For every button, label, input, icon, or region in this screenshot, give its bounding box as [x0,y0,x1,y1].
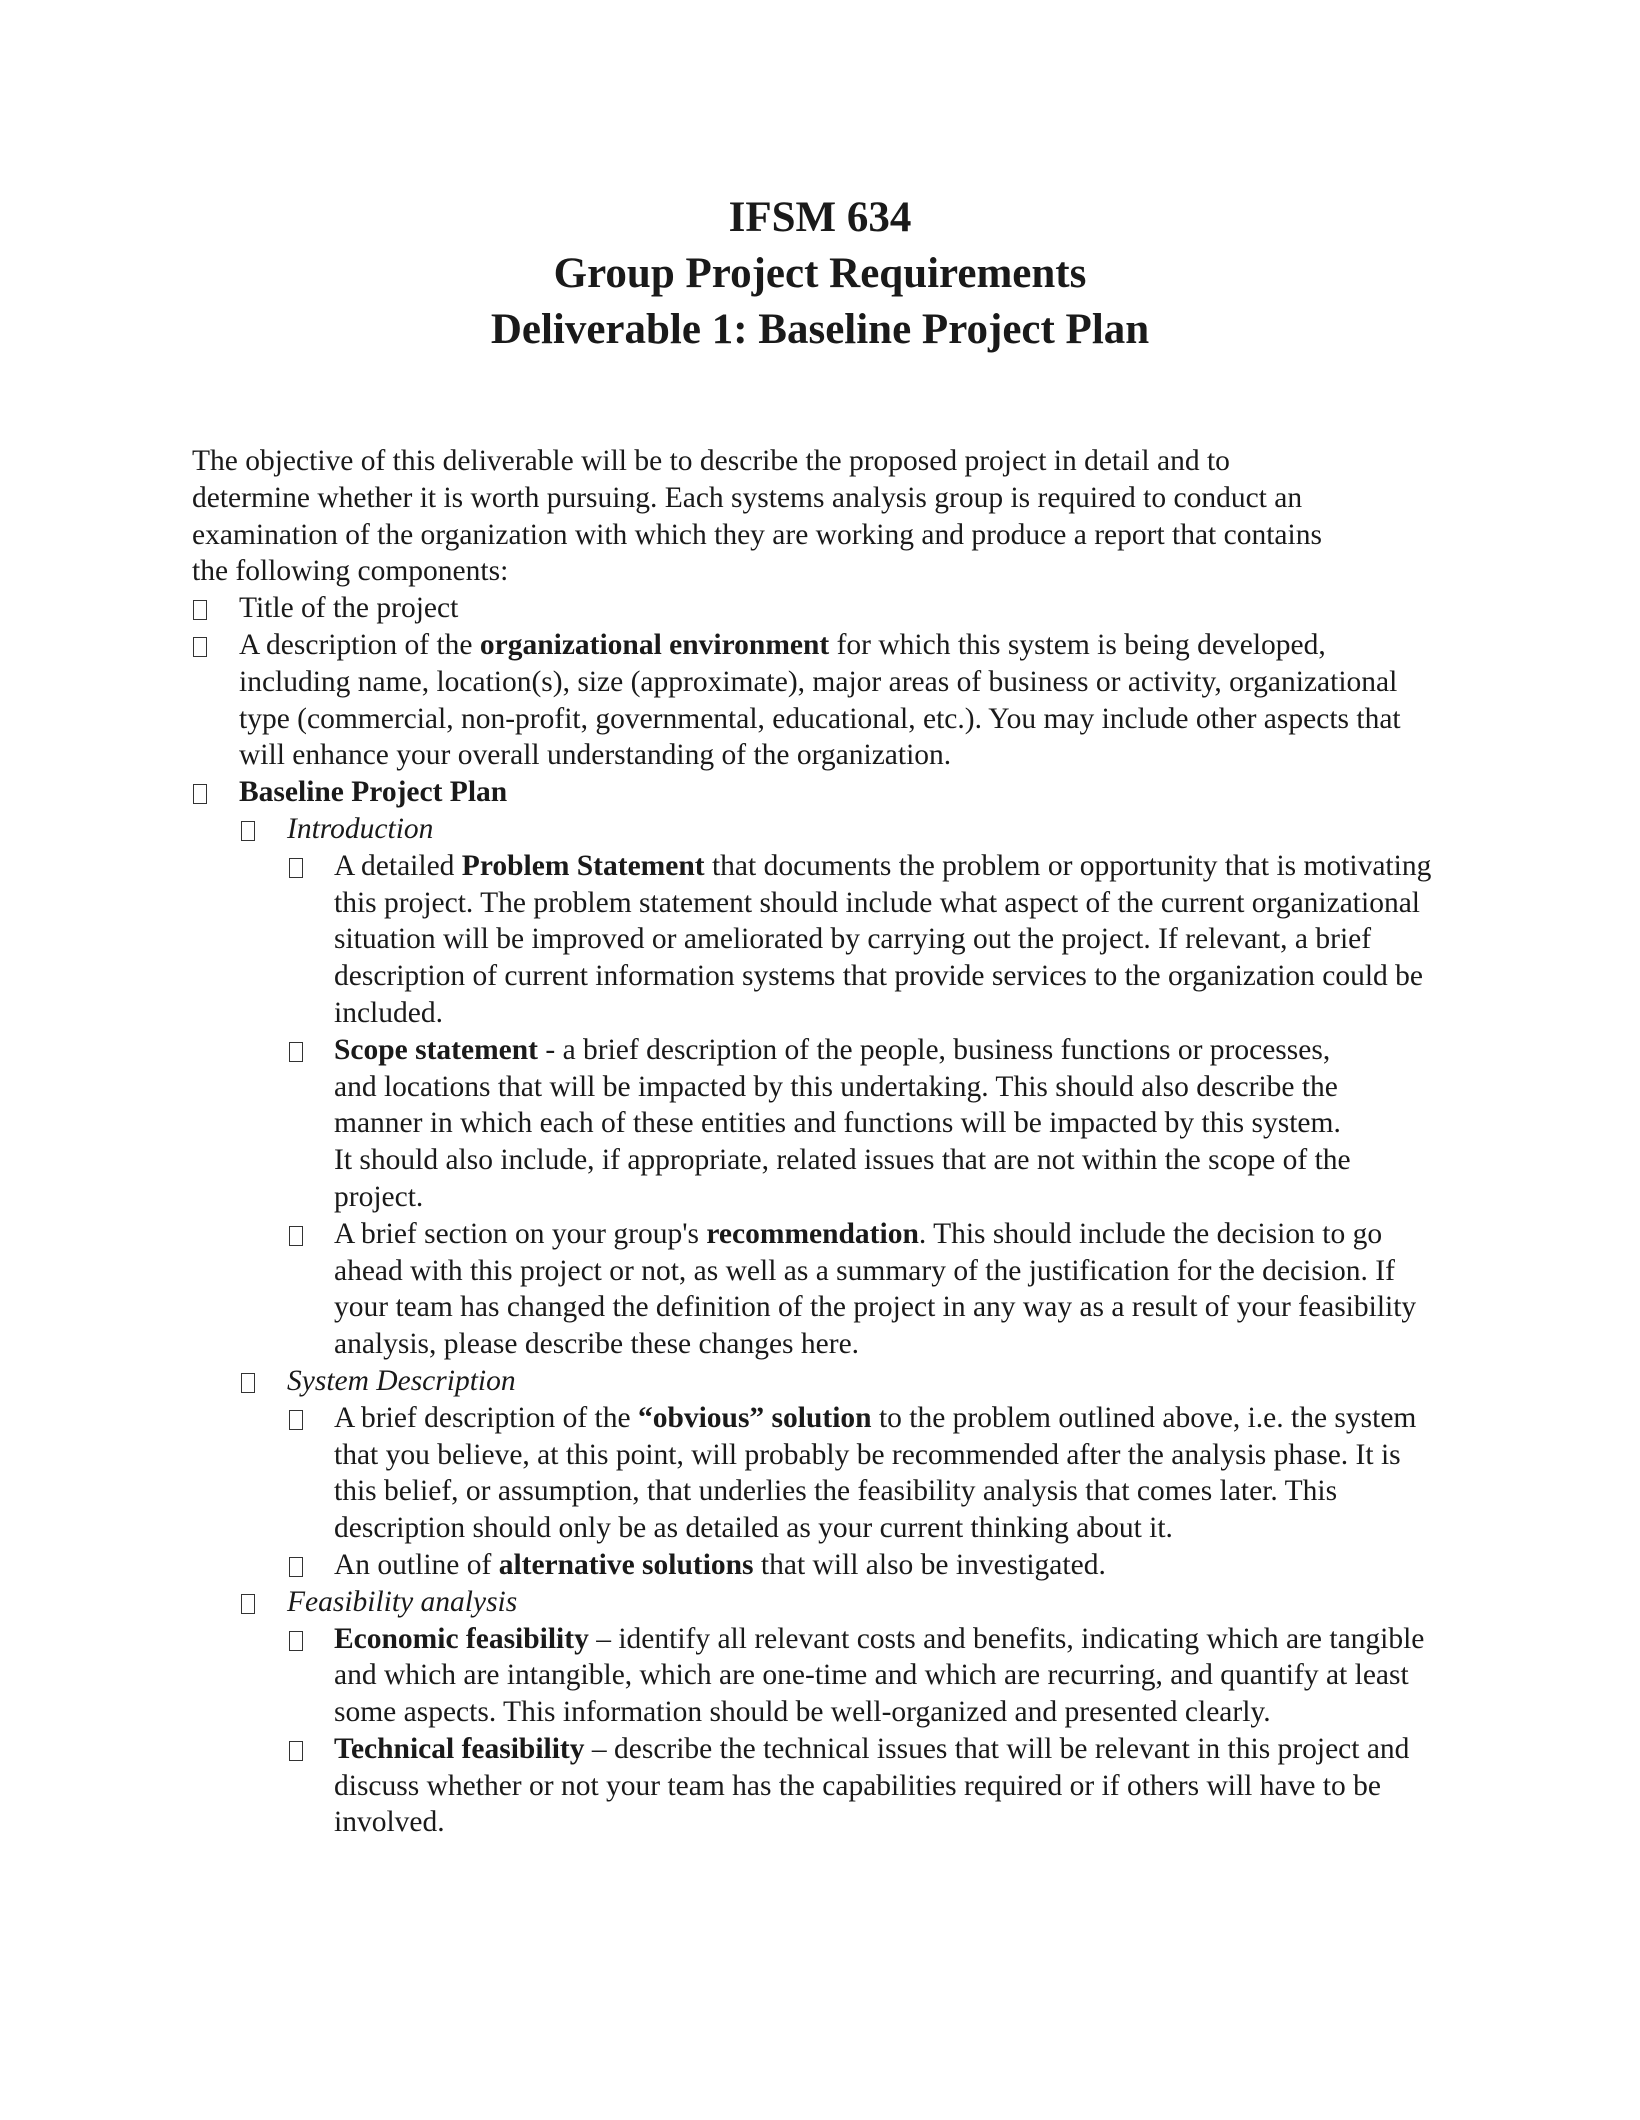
bullet-square-icon [289,1631,303,1651]
list-item-baseline-project-plan [192,774,1532,811]
bold-term: organizational environment [479,628,830,661]
document-title: Group Project Requirements [553,250,1087,297]
list-item-economic-feasibility: Economic feasibility – identify all relevant costs and benefits, indicating which are tangible and which are intangible, which are one-time and which are recurring, and quantify at least some aspects. This information should be well-organized and presented clearly. [192,1621,1532,1731]
document-title-block [0,190,1640,358]
bold-term: Economic feasibility [334,1622,589,1655]
subsection-heading: Introduction [287,812,434,845]
bold-term: “obvious” solution [637,1401,872,1434]
bold-term: alternative solutions [498,1548,754,1581]
bullet-square-icon [241,821,255,841]
list-item-technical-feasibility: Technical feasibility – describe the technical issues that will be relevant in this project and discuss whether or not your team has the capabilities required or if others will have to be involved. [192,1731,1532,1841]
list-item-introduction [192,811,1532,848]
list-item-system-description [192,1363,1532,1400]
subsection-heading: Feasibility analysis [287,1585,518,1618]
bullet-square-icon [289,1410,303,1430]
list-item-obvious-solution: A brief description of the “obvious” solution to the problem outlined above, i.e. the system that you believe, at this point, will probably be recommended after the analysis phase. It is this belief, or assumption, that underlies the feasibility analysis that comes later. This description should only be as detailed as your current thinking about it. [192,1400,1532,1547]
list-item-feasibility-analysis [192,1584,1532,1621]
section-heading: Baseline Project Plan [239,776,508,809]
list-item-scope-statement: Scope statement - a brief description of the people, business functions or processes, and locations that will be impacted by this undertaking. This should also describe the manner in which each of these entities and functions will be impacted by this system. It should also include, if appropriate, related issues that are not within the scope of the project. [192,1032,1532,1216]
bold-term: Technical feasibility [334,1732,585,1765]
bullet-square-icon [193,784,207,804]
deliverable-title: Deliverable 1: Baseline Project Plan [490,306,1150,353]
list-item-title: Title of the project [192,590,1532,627]
list-item-problem-statement: A detailed Problem Statement that documents the problem or opportunity that is motivating this project. The problem statement should include what aspect of the current organizational situation will be improved or ameliorated by carrying out the project. If relevant, a brief description of current information systems that provide services to the organization could be included. [192,848,1532,1032]
bullet-square-icon [289,1226,303,1246]
bold-term: recommendation [706,1217,919,1250]
course-code: IFSM 634 [728,194,912,241]
intro-line: determine whether it is worth pursuing. Each systems analysis group is required to conduct an [192,481,1303,514]
bullet-square-icon [241,1373,255,1393]
intro-line: The objective of this deliverable will be to describe the proposed project in detail and to [192,445,1230,477]
intro-paragraph [192,443,1532,590]
intro-line: examination of the organization with which they are working and produce a report that contains [192,518,1322,551]
bold-term: Scope statement [334,1033,538,1066]
bullet-square-icon [289,1042,303,1062]
bullet-square-icon [289,1557,303,1577]
bullet-square-icon [241,1594,255,1614]
subsection-heading: System Description [287,1364,516,1397]
bullet-square-icon [289,858,303,878]
bullet-square-icon [289,1741,303,1761]
bold-term: Problem Statement [461,849,705,882]
list-item-organizational-environment: A description of the organizational environment for which this system is being developed, including name, location(s), size (approximate), major areas of business or activity, organizational type (commercial, non-profit, governmental, educational, etc.). You may include other aspects that will enhance your overall understanding of the organization. [192,627,1532,774]
bullet-square-icon [193,600,207,620]
list-item-recommendation: A brief section on your group's recommendation. This should include the decision to go ahead with this project or not, as well as a summary of the justification for the decision. If your team has changed the definition of the project in any way as a result of your feasibility analysis, please describe these changes here. [192,1216,1532,1363]
intro-line: the following components: [192,555,509,588]
bullet-square-icon [193,637,207,657]
list-item-alternative-solutions: An outline of alternative solutions that will also be investigated. [192,1547,1532,1584]
document-body [192,443,1532,1841]
